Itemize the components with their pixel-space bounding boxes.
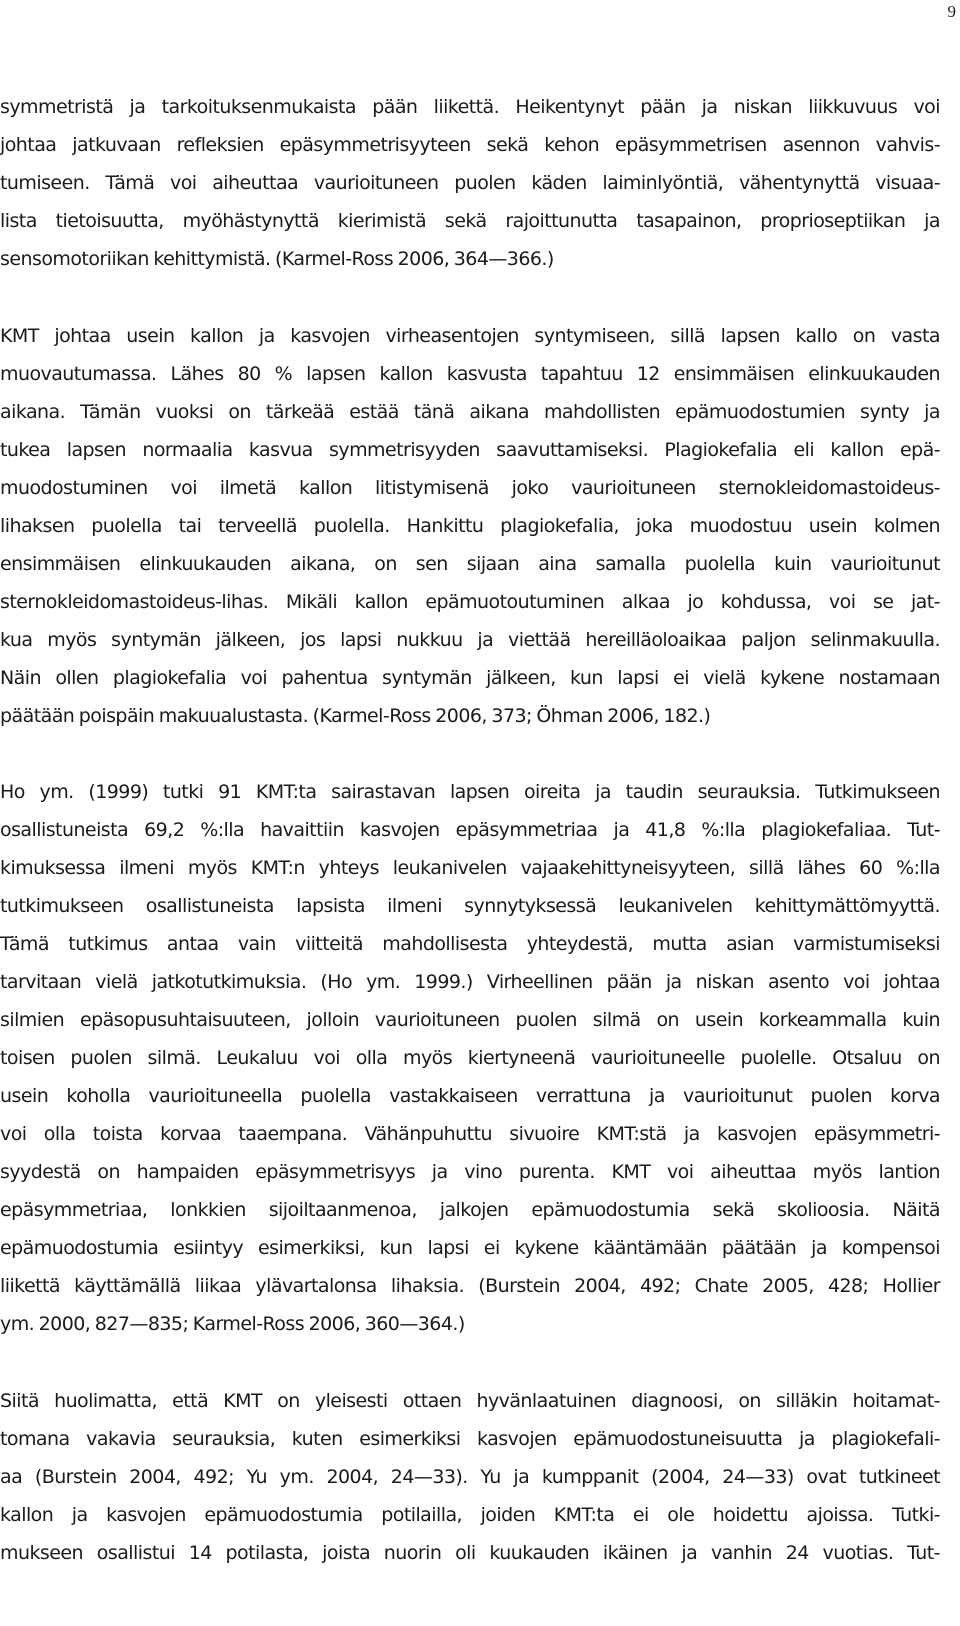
text-line: Ho ym. (1999) tutki 91 KMT:ta sairastavan lapsen oireita ja taudin seurauksia. Tutkimukseen (0, 781, 940, 803)
text-line: liikettä käyttämällä liikaa ylävartalonsa lihaksia. (Burstein 2004, 492; Chate 2005, 428; Hollier (0, 1275, 940, 1297)
text-line: voi olla toista korvaa taaempana. Vähänpuhuttu sivuoire KMT:stä ja kasvojen epäsymmetri- (0, 1123, 940, 1145)
paragraph-gap (0, 278, 940, 317)
text-line: syydestä on hampaiden epäsymmetrisyys ja vino purenta. KMT voi aiheuttaa myös lantion (0, 1161, 940, 1183)
paragraph-4 (0, 1382, 940, 1572)
text-line: Näin ollen plagiokefalia voi pahentua syntymän jälkeen, kun lapsi ei vielä kykene nostamaan (0, 666, 940, 689)
text-line: Tämä tutkimus antaa vain viitteitä mahdollisesta yhteydestä, mutta asian varmistumiseksi (0, 933, 940, 955)
text-line: symmetristä ja tarkoituksenmukaista pään liikettä. Heikentynyt pään ja niskan liikkuvuus voi (0, 96, 940, 118)
paragraph-2 (0, 317, 940, 735)
text-line: usein koholla vaurioituneella puolella vastakkaiseen verrattuna ja vaurioitunut puolen korva (0, 1085, 940, 1107)
text-line: sensomotoriikan kehittymistä. (Karmel-Ross 2006, 364—366.) (0, 248, 554, 270)
text-line: kua myös syntymän jälkeen, jos lapsi nukkuu ja viettää hereilläoloaikaa paljon selinmakuulla. (0, 628, 940, 651)
text-line: lista tietoisuutta, myöhästynyttä kierimistä sekä rajoittunutta tasapainon, proprioseptiikan ja (0, 210, 940, 232)
text-line: toisen puolen silmä. Leukaluu voi olla myös kiertyneenä vaurioituneelle puolelle. Otsaluu on (0, 1047, 940, 1069)
paragraph-3 (0, 773, 940, 1343)
text-line: aa (Burstein 2004, 492; Yu ym. 2004, 24—33). Yu ja kumppanit (2004, 24—33) ovat tutkineet (0, 1465, 940, 1488)
document-body (0, 88, 940, 1572)
text-line: ensimmäisen elinkuukauden aikana, on sen sijaan aina samalla puolella kuin vaurioitunut (0, 552, 940, 575)
text-line: päätään poispäin makuualustasta. (Karmel-Ross 2006, 373; Öhman 2006, 182.) (0, 704, 711, 727)
text-line: lihaksen puolella tai terveellä puolella. Hankittu plagiokefalia, joka muodostuu usein kolmen (0, 514, 940, 537)
text-line: muodostuminen voi ilmetä kallon litistymisenä joko vaurioituneen sternokleidomastoideus- (0, 476, 940, 499)
text-line: silmien epäsopusuhtaisuuteen, jolloin vaurioituneen puolen silmä on usein korkeammalla kuin (0, 1009, 940, 1031)
page-number: 9 (947, 2, 956, 21)
text-line: tomana vakavia seurauksia, kuten esimerkiksi kasvojen epämuodostuneisuutta ja plagiokefali- (0, 1427, 940, 1450)
paragraph-gap (0, 735, 940, 774)
text-line: tumiseen. Tämä voi aiheuttaa vaurioituneen puolen käden laiminlyöntiä, vähentynyttä visuaa- (0, 172, 940, 194)
text-line: epäsymmetriaa, lonkkien sijoiltaanmenoa, jalkojen epämuodostumia sekä skolioosia. Näitä (0, 1199, 940, 1221)
text-line: muovautumassa. Lähes 80 % lapsen kallon kasvusta tapahtuu 12 ensimmäisen elinkuukauden (0, 362, 940, 385)
text-line: tukea lapsen normaalia kasvua symmetrisyyden saavuttamiseksi. Plagiokefalia eli kallon epä- (0, 438, 940, 461)
paragraph-gap (0, 1343, 940, 1382)
text-line: johtaa jatkuvaan refleksien epäsymmetrisyyteen sekä kehon epäsymmetrisen asennon vahvis- (0, 134, 940, 156)
text-line: ym. 2000, 827—835; Karmel-Ross 2006, 360—364.) (0, 1313, 465, 1335)
text-line: Siitä huolimatta, että KMT on yleisesti ottaen hyvänlaatuinen diagnoosi, on silläkin hoitamat- (0, 1389, 940, 1412)
text-line: sternokleidomastoideus-lihas. Mikäli kallon epämuotoutuminen alkaa jo kohdussa, voi se jat- (0, 590, 940, 613)
text-line: tutkimukseen osallistuneista lapsista ilmeni synnytyksessä leukanivelen kehittymättömyyttä. (0, 895, 940, 917)
text-line: osallistuneista 69,2 %:lla havaittiin kasvojen epäsymmetriaa ja 41,8 %:lla plagiokefaliaa. Tut- (0, 819, 940, 841)
text-line: kimuksessa ilmeni myös KMT:n yhteys leukanivelen vajaakehittyneisyyteen, sillä lähes 60 %:lla (0, 857, 940, 879)
text-line: KMT johtaa usein kallon ja kasvojen virheasentojen syntymiseen, sillä lapsen kallo on vasta (0, 324, 940, 347)
paragraph-1 (0, 88, 940, 278)
text-line: kallon ja kasvojen epämuodostumia potilailla, joiden KMT:ta ei ole hoidettu ajoissa. Tutki- (0, 1503, 940, 1526)
text-line: tarvitaan vielä jatkotutkimuksia. (Ho ym. 1999.) Virheellinen pään ja niskan asento voi johtaa (0, 971, 940, 993)
text-line: epämuodostumia esiintyy esimerkiksi, kun lapsi ei kykene kääntämään päätään ja kompensoi (0, 1237, 940, 1259)
text-line: aikana. Tämän vuoksi on tärkeää estää tänä aikana mahdollisten epämuodostumien synty ja (0, 400, 940, 423)
text-line: mukseen osallistui 14 potilasta, joista nuorin oli kuukauden ikäinen ja vanhin 24 vuotias. Tut- (0, 1541, 940, 1564)
